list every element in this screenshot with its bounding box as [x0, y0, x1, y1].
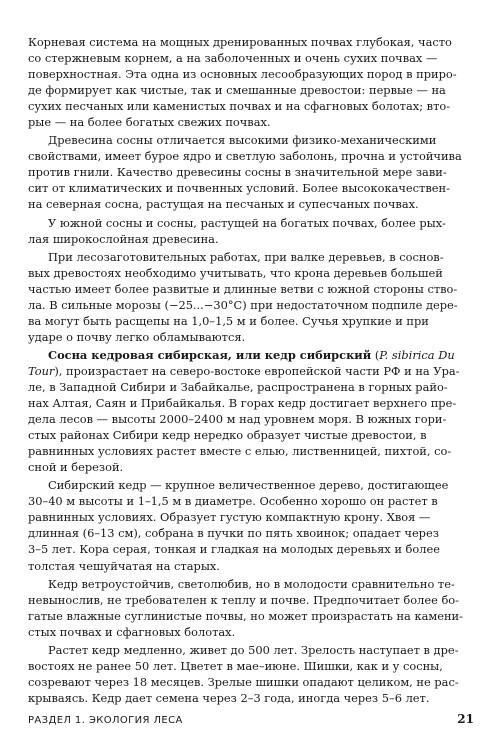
text-line: крываясь. Кедр дает семена через 2–3 года, иногда через 5–6 лет. — [28, 690, 430, 705]
paragraph-root-system — [28, 34, 474, 130]
text-line: де формирует как чистые, так и смешанные древостои: первые — на — [28, 83, 446, 98]
text-line: созревают через 18 месяцев. Зрелые шишки опадают целиком, не рас- — [28, 674, 459, 689]
text-line: Корневая система на мощных дренированных почвах глубокая, часто — [28, 35, 452, 49]
text-line: сухих песчаных или каменистых почвах и на сфагновых болотах; вто- — [28, 99, 451, 114]
paragraph-logging — [28, 249, 474, 345]
text-line: против гнили. Качество древесины сосны в значительной мере зави- — [28, 165, 447, 180]
paragraph-cedar-growth — [28, 642, 474, 706]
page-number: 21 — [457, 712, 474, 726]
text-line: Сибирский кедр — крупное величественное дерево, достигающее — [48, 478, 449, 493]
text-line: стых районах Сибири кедр нередко образует чистые древостои, в — [28, 428, 427, 443]
text-line: ле, в Западной Сибири и Забайкалье, распространена в горных райо- — [28, 379, 448, 394]
text-line: со стержневым корнем, а на заболоченных и очень сухих почвах — — [28, 51, 438, 66]
text-line: вых древостоях необходимо учитывать, что крона деревьев большей — [28, 265, 443, 280]
text-line: равнинных условиях. Образует густую компактную крону. Хвоя — — [28, 510, 431, 525]
text-line: сной и березой. — [28, 460, 124, 475]
text-line: рые — на более богатых свежих почвах. — [28, 115, 271, 130]
text-line: Древесина сосны отличается высокими физико-механическими — [48, 133, 437, 148]
text-line — [28, 347, 474, 363]
paragraph-cedar-ecology — [28, 576, 474, 640]
text-line: толстая чешуйчатая на старых. — [28, 558, 220, 573]
text-line: равнинных условиях растет вместе с елью, лиственницей, пихтой, со- — [28, 444, 452, 459]
text-line: У южной сосны и сосны, растущей на богатых почвах, более рых- — [48, 215, 446, 230]
text-line: свойствами, имеет бурое ядро и светлую заболонь, прочна и устойчива — [28, 149, 462, 164]
text-line: ла. В сильные морозы (−25...−30°С) при недостаточном подпиле дере- — [28, 297, 458, 312]
species-heading: Сосна кедровая сибирская, или кедр сибирский — [48, 347, 372, 362]
body-text — [28, 34, 474, 708]
text-line — [28, 363, 474, 379]
paragraph-southern-pine — [28, 215, 474, 247]
text-line: Растет кедр медленно, живет до 500 лет. Зрелость наступает в дре- — [48, 642, 459, 657]
text-line: При лесозаготовительных работах, при валке деревьев, в соснов- — [48, 249, 444, 264]
text-line: ударе о почву легко обламываются. — [28, 329, 246, 344]
text-line: длинная (6–13 см), собрана в пучки по пять хвоинок; опадает через — [28, 526, 439, 541]
text-line: лая широкослойная древесина. — [28, 231, 219, 246]
paragraph-wood-properties — [28, 132, 474, 212]
paren-open: ( — [374, 347, 380, 362]
text-line: поверхностная. Эта одна из основных лесообразующих пород в приро- — [28, 67, 457, 82]
text-line: гатые влажные суглинистые почвы, но может произрастать на камени- — [28, 608, 463, 623]
text-line: сит от климатических и почвенных условий. Более высококачествен- — [28, 181, 450, 196]
latin-name: P. sibirica Du — [379, 347, 455, 362]
heading-tail: ), произрастает на северо-востоке европейской части РФ и на Ура- — [54, 363, 460, 378]
paragraph-cedar-description — [28, 477, 474, 573]
text-line: дела лесов — высоты 2000–2400 м над уровнем моря. В южных гори- — [28, 412, 447, 427]
text-line: стых почвах и сфагновых болотах. — [28, 624, 236, 639]
page-footer — [28, 712, 474, 726]
text-line: Кедр ветроустойчив, светолюбив, но в молодости сравнительно те- — [48, 576, 455, 591]
text-line: нах Алтая, Саян и Прибайкалья. В горах кедр достигает верхнего пре- — [28, 396, 457, 411]
text-line: востоях не ранее 50 лет. Цветет в мае–июне. Шишки, как и у сосны, — [28, 658, 443, 673]
text-line: 3–5 лет. Кора серая, тонкая и гладкая на молодых деревьях и более — [28, 542, 440, 557]
text-line: ва могут быть расщепы на 1,0–1,5 м и более. Сучья хрупкие и при — [28, 313, 429, 328]
text-line: на северная сосна, растущая на песчаных и супесчаных почвах. — [28, 197, 419, 212]
text-line: невынослив, не требователен к теплу и почве. Предпочитает более бо- — [28, 592, 460, 607]
paragraph-siberian-pine-heading — [28, 347, 474, 475]
latin-name-author: Tour — [28, 363, 55, 378]
text-line: частью имеет более развитые и длинные ветви с южной стороны ство- — [28, 281, 458, 296]
text-line: 30–40 м высоты и 1–1,5 м в диаметре. Особенно хорошо он растет в — [28, 494, 438, 509]
section-title: РАЗДЕЛ 1. ЭКОЛОГИЯ ЛЕСА — [28, 715, 183, 726]
